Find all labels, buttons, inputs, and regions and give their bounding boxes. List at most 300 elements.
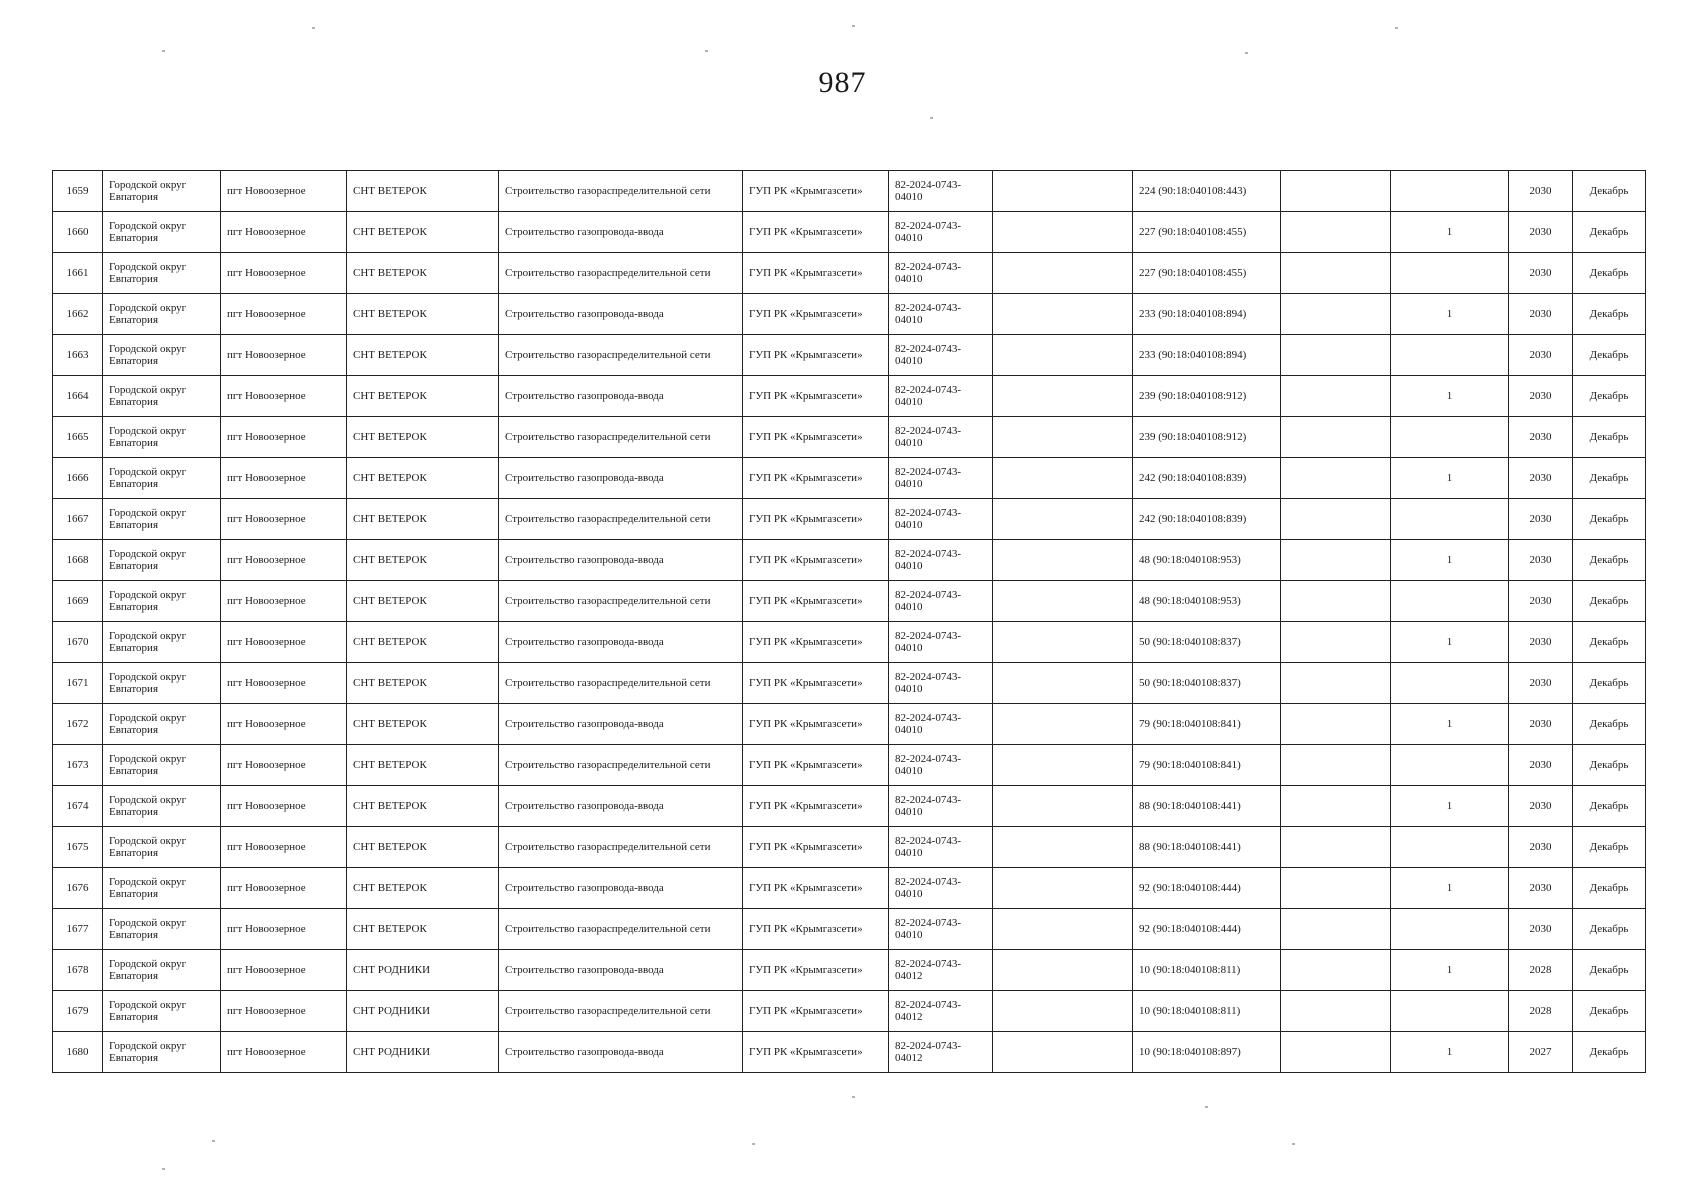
work-cell: Строительство газопровода-ввода bbox=[499, 704, 743, 745]
code-cell: 82-2024-0743-04012 bbox=[889, 950, 993, 991]
settlement-cell: пгт Новоозерное bbox=[221, 499, 347, 540]
year-cell: 2028 bbox=[1509, 991, 1573, 1032]
work-cell: Строительство газораспределительной сети bbox=[499, 991, 743, 1032]
year-cell: 2030 bbox=[1509, 540, 1573, 581]
code-cell: 82-2024-0743-04010 bbox=[889, 827, 993, 868]
row-number: 1662 bbox=[53, 294, 103, 335]
year-cell: 2030 bbox=[1509, 376, 1573, 417]
row-number: 1672 bbox=[53, 704, 103, 745]
month-cell: Декабрь bbox=[1573, 950, 1646, 991]
district-cell: Городской округ Евпатория bbox=[103, 212, 221, 253]
empty-cell bbox=[1281, 786, 1391, 827]
district-cell: Городской округ Евпатория bbox=[103, 663, 221, 704]
object-cell: СНТ РОДНИКИ bbox=[347, 950, 499, 991]
month-cell: Декабрь bbox=[1573, 335, 1646, 376]
organization-cell: ГУП РК «Крымгазсети» bbox=[743, 294, 889, 335]
code-cell: 82-2024-0743-04010 bbox=[889, 622, 993, 663]
organization-cell: ГУП РК «Крымгазсети» bbox=[743, 253, 889, 294]
row-number: 1663 bbox=[53, 335, 103, 376]
empty-cell bbox=[993, 950, 1133, 991]
plot-cell: 88 (90:18:040108:441) bbox=[1133, 827, 1281, 868]
empty-cell bbox=[993, 540, 1133, 581]
district-cell: Городской округ Евпатория bbox=[103, 827, 221, 868]
organization-cell: ГУП РК «Крымгазсети» bbox=[743, 212, 889, 253]
plot-cell: 242 (90:18:040108:839) bbox=[1133, 458, 1281, 499]
code-cell: 82-2024-0743-04012 bbox=[889, 991, 993, 1032]
month-cell: Декабрь bbox=[1573, 171, 1646, 212]
district-cell: Городской округ Евпатория bbox=[103, 499, 221, 540]
table-row bbox=[53, 663, 1646, 704]
district-cell: Городской округ Евпатория bbox=[103, 253, 221, 294]
empty-cell bbox=[1281, 663, 1391, 704]
work-cell: Строительство газораспределительной сети bbox=[499, 171, 743, 212]
table-row bbox=[53, 991, 1646, 1032]
row-number: 1673 bbox=[53, 745, 103, 786]
quantity-cell: 1 bbox=[1391, 950, 1509, 991]
year-cell: 2027 bbox=[1509, 1032, 1573, 1073]
row-number: 1664 bbox=[53, 376, 103, 417]
year-cell: 2030 bbox=[1509, 458, 1573, 499]
table-row bbox=[53, 1032, 1646, 1073]
code-cell: 82-2024-0743-04010 bbox=[889, 376, 993, 417]
table-row bbox=[53, 827, 1646, 868]
empty-cell bbox=[993, 294, 1133, 335]
table-row bbox=[53, 704, 1646, 745]
district-cell: Городской округ Евпатория bbox=[103, 540, 221, 581]
district-cell: Городской округ Евпатория bbox=[103, 950, 221, 991]
work-cell: Строительство газораспределительной сети bbox=[499, 417, 743, 458]
quantity-cell bbox=[1391, 909, 1509, 950]
row-number: 1671 bbox=[53, 663, 103, 704]
quantity-cell bbox=[1391, 991, 1509, 1032]
empty-cell bbox=[993, 458, 1133, 499]
organization-cell: ГУП РК «Крымгазсети» bbox=[743, 909, 889, 950]
organization-cell: ГУП РК «Крымгазсети» bbox=[743, 458, 889, 499]
year-cell: 2030 bbox=[1509, 212, 1573, 253]
row-number: 1660 bbox=[53, 212, 103, 253]
object-cell: СНТ ВЕТЕРОК bbox=[347, 171, 499, 212]
settlement-cell: пгт Новоозерное bbox=[221, 950, 347, 991]
settlement-cell: пгт Новоозерное bbox=[221, 417, 347, 458]
work-cell: Строительство газопровода-ввода bbox=[499, 376, 743, 417]
work-cell: Строительство газораспределительной сети bbox=[499, 827, 743, 868]
month-cell: Декабрь bbox=[1573, 663, 1646, 704]
quantity-cell: 1 bbox=[1391, 212, 1509, 253]
empty-cell bbox=[993, 1032, 1133, 1073]
district-cell: Городской округ Евпатория bbox=[103, 294, 221, 335]
settlement-cell: пгт Новоозерное bbox=[221, 171, 347, 212]
table-row bbox=[53, 786, 1646, 827]
plot-cell: 10 (90:18:040108:811) bbox=[1133, 950, 1281, 991]
quantity-cell: 1 bbox=[1391, 622, 1509, 663]
district-cell: Городской округ Евпатория bbox=[103, 704, 221, 745]
settlement-cell: пгт Новоозерное bbox=[221, 253, 347, 294]
organization-cell: ГУП РК «Крымгазсети» bbox=[743, 950, 889, 991]
object-cell: СНТ ВЕТЕРОК bbox=[347, 786, 499, 827]
month-cell: Декабрь bbox=[1573, 581, 1646, 622]
year-cell: 2030 bbox=[1509, 745, 1573, 786]
table-row bbox=[53, 212, 1646, 253]
table-row bbox=[53, 294, 1646, 335]
empty-cell bbox=[993, 745, 1133, 786]
work-cell: Строительство газопровода-ввода bbox=[499, 786, 743, 827]
quantity-cell bbox=[1391, 581, 1509, 622]
quantity-cell bbox=[1391, 253, 1509, 294]
quantity-cell: 1 bbox=[1391, 294, 1509, 335]
month-cell: Декабрь bbox=[1573, 253, 1646, 294]
settlement-cell: пгт Новоозерное bbox=[221, 991, 347, 1032]
year-cell: 2030 bbox=[1509, 294, 1573, 335]
object-cell: СНТ ВЕТЕРОК bbox=[347, 909, 499, 950]
settlement-cell: пгт Новоозерное bbox=[221, 868, 347, 909]
settlement-cell: пгт Новоозерное bbox=[221, 294, 347, 335]
row-number: 1675 bbox=[53, 827, 103, 868]
empty-cell bbox=[993, 704, 1133, 745]
year-cell: 2030 bbox=[1509, 786, 1573, 827]
object-cell: СНТ ВЕТЕРОК bbox=[347, 212, 499, 253]
district-cell: Городской округ Евпатория bbox=[103, 1032, 221, 1073]
table-row bbox=[53, 745, 1646, 786]
empty-cell bbox=[1281, 376, 1391, 417]
month-cell: Декабрь bbox=[1573, 499, 1646, 540]
month-cell: Декабрь bbox=[1573, 212, 1646, 253]
settlement-cell: пгт Новоозерное bbox=[221, 622, 347, 663]
code-cell: 82-2024-0743-04010 bbox=[889, 909, 993, 950]
district-cell: Городской округ Евпатория bbox=[103, 417, 221, 458]
empty-cell bbox=[1281, 909, 1391, 950]
district-cell: Городской округ Евпатория bbox=[103, 335, 221, 376]
settlement-cell: пгт Новоозерное bbox=[221, 376, 347, 417]
object-cell: СНТ ВЕТЕРОК bbox=[347, 376, 499, 417]
month-cell: Декабрь bbox=[1573, 868, 1646, 909]
settlement-cell: пгт Новоозерное bbox=[221, 540, 347, 581]
work-cell: Строительство газораспределительной сети bbox=[499, 581, 743, 622]
quantity-cell: 1 bbox=[1391, 868, 1509, 909]
code-cell: 82-2024-0743-04010 bbox=[889, 458, 993, 499]
code-cell: 82-2024-0743-04010 bbox=[889, 499, 993, 540]
table-row bbox=[53, 909, 1646, 950]
work-cell: Строительство газопровода-ввода bbox=[499, 294, 743, 335]
table-row bbox=[53, 253, 1646, 294]
district-cell: Городской округ Евпатория bbox=[103, 991, 221, 1032]
settlement-cell: пгт Новоозерное bbox=[221, 335, 347, 376]
row-number: 1667 bbox=[53, 499, 103, 540]
row-number: 1678 bbox=[53, 950, 103, 991]
empty-cell bbox=[1281, 745, 1391, 786]
empty-cell bbox=[1281, 499, 1391, 540]
year-cell: 2030 bbox=[1509, 417, 1573, 458]
registry-table bbox=[52, 170, 1646, 1073]
empty-cell bbox=[993, 499, 1133, 540]
quantity-cell: 1 bbox=[1391, 458, 1509, 499]
empty-cell bbox=[1281, 253, 1391, 294]
empty-cell bbox=[1281, 171, 1391, 212]
work-cell: Строительство газораспределительной сети bbox=[499, 745, 743, 786]
code-cell: 82-2024-0743-04012 bbox=[889, 1032, 993, 1073]
empty-cell bbox=[1281, 458, 1391, 499]
organization-cell: ГУП РК «Крымгазсети» bbox=[743, 171, 889, 212]
organization-cell: ГУП РК «Крымгазсети» bbox=[743, 417, 889, 458]
year-cell: 2030 bbox=[1509, 827, 1573, 868]
empty-cell bbox=[993, 253, 1133, 294]
row-number: 1665 bbox=[53, 417, 103, 458]
year-cell: 2030 bbox=[1509, 704, 1573, 745]
row-number: 1679 bbox=[53, 991, 103, 1032]
object-cell: СНТ ВЕТЕРОК bbox=[347, 499, 499, 540]
empty-cell bbox=[993, 171, 1133, 212]
plot-cell: 50 (90:18:040108:837) bbox=[1133, 622, 1281, 663]
year-cell: 2030 bbox=[1509, 171, 1573, 212]
organization-cell: ГУП РК «Крымгазсети» bbox=[743, 622, 889, 663]
organization-cell: ГУП РК «Крымгазсети» bbox=[743, 704, 889, 745]
quantity-cell bbox=[1391, 499, 1509, 540]
table-row bbox=[53, 540, 1646, 581]
quantity-cell bbox=[1391, 663, 1509, 704]
month-cell: Декабрь bbox=[1573, 458, 1646, 499]
year-cell: 2030 bbox=[1509, 581, 1573, 622]
table-row bbox=[53, 171, 1646, 212]
empty-cell bbox=[993, 663, 1133, 704]
settlement-cell: пгт Новоозерное bbox=[221, 704, 347, 745]
year-cell: 2030 bbox=[1509, 622, 1573, 663]
work-cell: Строительство газопровода-ввода bbox=[499, 540, 743, 581]
organization-cell: ГУП РК «Крымгазсети» bbox=[743, 663, 889, 704]
plot-cell: 239 (90:18:040108:912) bbox=[1133, 417, 1281, 458]
object-cell: СНТ ВЕТЕРОК bbox=[347, 335, 499, 376]
organization-cell: ГУП РК «Крымгазсети» bbox=[743, 868, 889, 909]
district-cell: Городской округ Евпатория bbox=[103, 786, 221, 827]
code-cell: 82-2024-0743-04010 bbox=[889, 868, 993, 909]
empty-cell bbox=[1281, 704, 1391, 745]
year-cell: 2030 bbox=[1509, 253, 1573, 294]
object-cell: СНТ ВЕТЕРОК bbox=[347, 745, 499, 786]
work-cell: Строительство газопровода-ввода bbox=[499, 868, 743, 909]
empty-cell bbox=[1281, 335, 1391, 376]
plot-cell: 48 (90:18:040108:953) bbox=[1133, 540, 1281, 581]
year-cell: 2030 bbox=[1509, 909, 1573, 950]
organization-cell: ГУП РК «Крымгазсети» bbox=[743, 745, 889, 786]
quantity-cell: 1 bbox=[1391, 1032, 1509, 1073]
table-row bbox=[53, 622, 1646, 663]
district-cell: Городской округ Евпатория bbox=[103, 745, 221, 786]
empty-cell bbox=[1281, 294, 1391, 335]
organization-cell: ГУП РК «Крымгазсети» bbox=[743, 786, 889, 827]
plot-cell: 50 (90:18:040108:837) bbox=[1133, 663, 1281, 704]
quantity-cell bbox=[1391, 827, 1509, 868]
object-cell: СНТ ВЕТЕРОК bbox=[347, 458, 499, 499]
object-cell: СНТ ВЕТЕРОК bbox=[347, 622, 499, 663]
table-row bbox=[53, 376, 1646, 417]
plot-cell: 227 (90:18:040108:455) bbox=[1133, 253, 1281, 294]
table-row bbox=[53, 868, 1646, 909]
district-cell: Городской округ Евпатория bbox=[103, 868, 221, 909]
empty-cell bbox=[1281, 1032, 1391, 1073]
empty-cell bbox=[993, 909, 1133, 950]
organization-cell: ГУП РК «Крымгазсети» bbox=[743, 827, 889, 868]
quantity-cell bbox=[1391, 745, 1509, 786]
table-row bbox=[53, 950, 1646, 991]
object-cell: СНТ ВЕТЕРОК bbox=[347, 704, 499, 745]
plot-cell: 10 (90:18:040108:897) bbox=[1133, 1032, 1281, 1073]
settlement-cell: пгт Новоозерное bbox=[221, 786, 347, 827]
table-row bbox=[53, 581, 1646, 622]
district-cell: Городской округ Евпатория bbox=[103, 581, 221, 622]
empty-cell bbox=[1281, 581, 1391, 622]
year-cell: 2030 bbox=[1509, 663, 1573, 704]
settlement-cell: пгт Новоозерное bbox=[221, 581, 347, 622]
plot-cell: 48 (90:18:040108:953) bbox=[1133, 581, 1281, 622]
plot-cell: 242 (90:18:040108:839) bbox=[1133, 499, 1281, 540]
plot-cell: 92 (90:18:040108:444) bbox=[1133, 868, 1281, 909]
empty-cell bbox=[1281, 212, 1391, 253]
empty-cell bbox=[1281, 622, 1391, 663]
plot-cell: 10 (90:18:040108:811) bbox=[1133, 991, 1281, 1032]
empty-cell bbox=[993, 622, 1133, 663]
table-row bbox=[53, 499, 1646, 540]
row-number: 1677 bbox=[53, 909, 103, 950]
object-cell: СНТ ВЕТЕРОК bbox=[347, 663, 499, 704]
organization-cell: ГУП РК «Крымгазсети» bbox=[743, 1032, 889, 1073]
year-cell: 2030 bbox=[1509, 335, 1573, 376]
quantity-cell bbox=[1391, 171, 1509, 212]
settlement-cell: пгт Новоозерное bbox=[221, 663, 347, 704]
plot-cell: 233 (90:18:040108:894) bbox=[1133, 294, 1281, 335]
year-cell: 2030 bbox=[1509, 499, 1573, 540]
district-cell: Городской округ Евпатория bbox=[103, 376, 221, 417]
empty-cell bbox=[1281, 868, 1391, 909]
month-cell: Декабрь bbox=[1573, 745, 1646, 786]
plot-cell: 92 (90:18:040108:444) bbox=[1133, 909, 1281, 950]
table-row bbox=[53, 458, 1646, 499]
object-cell: СНТ РОДНИКИ bbox=[347, 991, 499, 1032]
year-cell: 2028 bbox=[1509, 950, 1573, 991]
row-number: 1659 bbox=[53, 171, 103, 212]
row-number: 1666 bbox=[53, 458, 103, 499]
month-cell: Декабрь bbox=[1573, 786, 1646, 827]
row-number: 1668 bbox=[53, 540, 103, 581]
row-number: 1680 bbox=[53, 1032, 103, 1073]
month-cell: Декабрь bbox=[1573, 827, 1646, 868]
object-cell: СНТ ВЕТЕРОК bbox=[347, 581, 499, 622]
month-cell: Декабрь bbox=[1573, 1032, 1646, 1073]
quantity-cell bbox=[1391, 417, 1509, 458]
row-number: 1661 bbox=[53, 253, 103, 294]
empty-cell bbox=[993, 376, 1133, 417]
code-cell: 82-2024-0743-04010 bbox=[889, 581, 993, 622]
plot-cell: 79 (90:18:040108:841) bbox=[1133, 745, 1281, 786]
month-cell: Декабрь bbox=[1573, 417, 1646, 458]
district-cell: Городской округ Евпатория bbox=[103, 909, 221, 950]
work-cell: Строительство газопровода-ввода bbox=[499, 950, 743, 991]
month-cell: Декабрь bbox=[1573, 704, 1646, 745]
code-cell: 82-2024-0743-04010 bbox=[889, 294, 993, 335]
row-number: 1676 bbox=[53, 868, 103, 909]
empty-cell bbox=[1281, 991, 1391, 1032]
empty-cell bbox=[993, 417, 1133, 458]
month-cell: Декабрь bbox=[1573, 540, 1646, 581]
object-cell: СНТ ВЕТЕРОК bbox=[347, 417, 499, 458]
quantity-cell bbox=[1391, 335, 1509, 376]
settlement-cell: пгт Новоозерное bbox=[221, 827, 347, 868]
work-cell: Строительство газораспределительной сети bbox=[499, 499, 743, 540]
quantity-cell: 1 bbox=[1391, 786, 1509, 827]
work-cell: Строительство газопровода-ввода bbox=[499, 212, 743, 253]
code-cell: 82-2024-0743-04010 bbox=[889, 663, 993, 704]
code-cell: 82-2024-0743-04010 bbox=[889, 171, 993, 212]
plot-cell: 233 (90:18:040108:894) bbox=[1133, 335, 1281, 376]
organization-cell: ГУП РК «Крымгазсети» bbox=[743, 335, 889, 376]
work-cell: Строительство газораспределительной сети bbox=[499, 335, 743, 376]
district-cell: Городской округ Евпатория bbox=[103, 171, 221, 212]
year-cell: 2030 bbox=[1509, 868, 1573, 909]
empty-cell bbox=[993, 827, 1133, 868]
organization-cell: ГУП РК «Крымгазсети» bbox=[743, 499, 889, 540]
object-cell: СНТ ВЕТЕРОК bbox=[347, 253, 499, 294]
settlement-cell: пгт Новоозерное bbox=[221, 1032, 347, 1073]
code-cell: 82-2024-0743-04010 bbox=[889, 253, 993, 294]
quantity-cell: 1 bbox=[1391, 376, 1509, 417]
object-cell: СНТ ВЕТЕРОК bbox=[347, 294, 499, 335]
empty-cell bbox=[1281, 827, 1391, 868]
month-cell: Декабрь bbox=[1573, 991, 1646, 1032]
code-cell: 82-2024-0743-04010 bbox=[889, 335, 993, 376]
organization-cell: ГУП РК «Крымгазсети» bbox=[743, 991, 889, 1032]
empty-cell bbox=[1281, 540, 1391, 581]
plot-cell: 239 (90:18:040108:912) bbox=[1133, 376, 1281, 417]
empty-cell bbox=[993, 868, 1133, 909]
code-cell: 82-2024-0743-04010 bbox=[889, 745, 993, 786]
quantity-cell: 1 bbox=[1391, 540, 1509, 581]
month-cell: Декабрь bbox=[1573, 909, 1646, 950]
code-cell: 82-2024-0743-04010 bbox=[889, 786, 993, 827]
organization-cell: ГУП РК «Крымгазсети» bbox=[743, 540, 889, 581]
work-cell: Строительство газораспределительной сети bbox=[499, 253, 743, 294]
code-cell: 82-2024-0743-04010 bbox=[889, 417, 993, 458]
object-cell: СНТ ВЕТЕРОК bbox=[347, 868, 499, 909]
code-cell: 82-2024-0743-04010 bbox=[889, 704, 993, 745]
empty-cell bbox=[993, 991, 1133, 1032]
plot-cell: 79 (90:18:040108:841) bbox=[1133, 704, 1281, 745]
code-cell: 82-2024-0743-04010 bbox=[889, 540, 993, 581]
month-cell: Декабрь bbox=[1573, 376, 1646, 417]
plot-cell: 88 (90:18:040108:441) bbox=[1133, 786, 1281, 827]
month-cell: Декабрь bbox=[1573, 294, 1646, 335]
object-cell: СНТ РОДНИКИ bbox=[347, 1032, 499, 1073]
empty-cell bbox=[993, 581, 1133, 622]
empty-cell bbox=[993, 786, 1133, 827]
object-cell: СНТ ВЕТЕРОК bbox=[347, 827, 499, 868]
work-cell: Строительство газопровода-ввода bbox=[499, 1032, 743, 1073]
organization-cell: ГУП РК «Крымгазсети» bbox=[743, 581, 889, 622]
page-number: 987 bbox=[818, 66, 867, 99]
row-number: 1669 bbox=[53, 581, 103, 622]
settlement-cell: пгт Новоозерное bbox=[221, 909, 347, 950]
empty-cell bbox=[1281, 950, 1391, 991]
plot-cell: 227 (90:18:040108:455) bbox=[1133, 212, 1281, 253]
empty-cell bbox=[993, 212, 1133, 253]
empty-cell bbox=[1281, 417, 1391, 458]
plot-cell: 224 (90:18:040108:443) bbox=[1133, 171, 1281, 212]
quantity-cell: 1 bbox=[1391, 704, 1509, 745]
code-cell: 82-2024-0743-04010 bbox=[889, 212, 993, 253]
organization-cell: ГУП РК «Крымгазсети» bbox=[743, 376, 889, 417]
district-cell: Городской округ Евпатория bbox=[103, 458, 221, 499]
work-cell: Строительство газораспределительной сети bbox=[499, 663, 743, 704]
table-row bbox=[53, 417, 1646, 458]
empty-cell bbox=[993, 335, 1133, 376]
object-cell: СНТ ВЕТЕРОК bbox=[347, 540, 499, 581]
settlement-cell: пгт Новоозерное bbox=[221, 458, 347, 499]
